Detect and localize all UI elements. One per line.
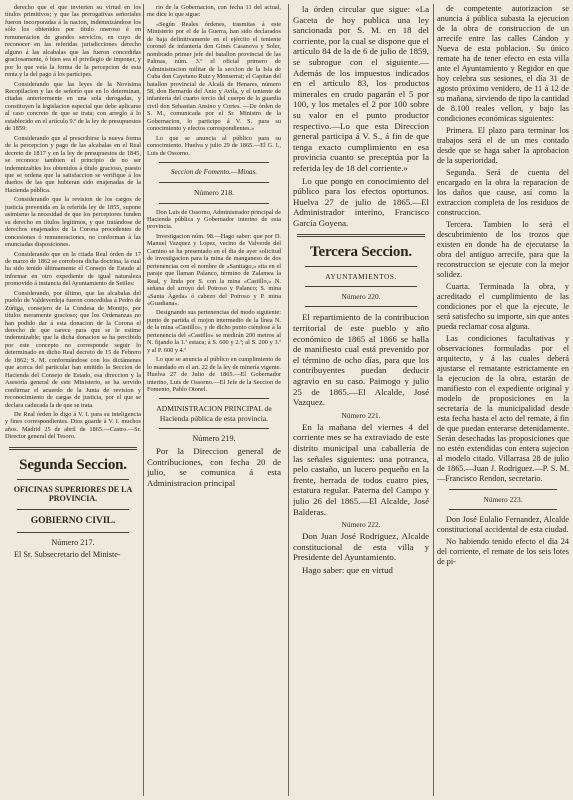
paragraph: «Según Reales órdenes, trasmitas á este Ministerio por el de la Guerra, han sido declarados de baja definitivamente en el ejército el teniente coronel de infantería don Ginés Casanova y Soler, nombrado primer jefe del batallon provincial de las Palmas, núm. 3.º el oficial primero de Administracion militar de la seccion de la Isla de Cuba don Cayetano Ruiz y Monserrat; el Capitan del batallon provincial de Alcalá de Henares, número 58, don Bernardo del Anio y Avila, y el teniente de infantería del cuarto tercio del cuerpo de la guardia civil don Sebastian Ansino y Cortes. —De órden de S. M., comunicada por el Sr. Ministro de la Gobernacion, lo participo á V. S. para su conocimiento y efectos correspondientes.» [147,20,281,133]
paragraph: Lo que se anuncia al público para su conocimiento. Huelva y julio 29 de 1865.—El G. I., Luis de Ossorno. [147,134,281,157]
item-number: Número 221. [341,410,381,420]
paragraph: Don José Eulalio Fernandez, Alcalde constitucional accidental de esta ciudad. [437,515,569,534]
rule [17,532,129,533]
rule [449,509,557,510]
section-title: Tercera Seccion. [310,244,412,261]
rule [159,203,269,204]
paragraph: Primera. El plazo para terminar los trabajos será el de un mes contado desde que se haga saber la aprobacion de la superioridad. [437,126,569,165]
column-divider [288,4,289,796]
subsection-heading: Seccion de Fomento.—Minas. [170,168,258,177]
paragraph: Segunda. Será de cuenta del encargado en la obra la reparacion de los daños que cause, así como la extraccion completa de los residuos de construccion. [437,168,569,217]
gov-heading: GOBIERNO CIVIL. [30,515,116,526]
rule [305,306,417,307]
paragraph: Lo que se anuncia al público en cumplimiento de lo mandado en el art. 22 de la ley de minería vigente. Huelva 27 de Julio de 1865.—El Gobernador interino, Luis de Ossorno.—El Jefe de la Seccion de Fomento, Pablo Otonel. [147,356,281,393]
paragraph: Considerando que al prescribirse la nueva forma de la percepcion y pago de las alcabalas en el Real decreto de 1817 y en la ley de presupuestos de 1845, se reconoce tambien el principio de no ser indemnizables los obtenidos á título gracioso, puesto que se ordena que la satisfaccion se verifique á los dueños de las que hubieran sido enajenadas de la Hacienda pública. [5,134,141,194]
section-title: Segunda Seccion. [19,456,127,473]
item-number: Número 222. [341,520,381,530]
paragraph: Cuarta. Terminada la obra, y acreditado el cumplimiento de las condiciones por el que la ejecute, le será satisfecho su importe, sin que antes pueda reclamar cosa alguna. [437,282,569,331]
paragraph: Considerando que las leyes de la Novísima Recopilacion y las de señorío que en lo determinan, citadas anteriormente en una sola derogadas, y constituyen la legislacion especial que debe aplicarse al caso concreto de que se trata; con arreglo á lo establecido en el artículo 9.º de la ley de presupuestos de 1859: [5,80,141,133]
paragraph: Designando sus pertenencias del modo siguiente: punto de partida el mojon intermedio de la línea N. de la mina «Castillo», y de dicho punto ciéndose á la pertenencia del «Castillo» se medirán 200 metros al N. fijando la 1.ª estaca; á S. 600 y 2.ª; al S. 200 y 3.ª y al P. 600 y 4.ª [147,309,281,354]
item-number: Número 218. [193,188,235,198]
paragraph: Lo que pongo en conocimiento del público para los efectos oportunos. Huelva 27 de julio de 1865.—El Administrador interino, Francisco García Goyena. [293,175,429,228]
column-4 [437,4,569,798]
column-3 [293,4,429,798]
paragraph: Don Juan José Rodriguez, Alcalde constitucional de esta villa y Presidente del Ayuntamiento. [293,531,429,563]
rule [17,509,129,510]
column-1 [5,4,141,798]
rule [449,489,557,490]
paragraph: No habiendo tenido efecto el dia 24 del corriente, el remate de los seis lotes de pi- [437,537,569,566]
paragraph: De Real órden lo digo á V. I. para su inteligencia y fines correspondientes. Dios guarde á V. I. muchos años. Madrid 25 de abril de 1865.—Castro.—Sr. Director general del Tesoro. [5,411,141,441]
section-divider [297,234,425,237]
column-divider [143,4,144,796]
paragraph: rio de la Gobernacion, con fecha 11 del actual, me dice lo que sigue: [147,4,281,19]
paragraph: derecho que el que invierten su virtud en los títulos primitivos; y que las prerogativas señoriales fueron incorporadas á la nacion, indemnizándose los sólo los obtenidos por título oneroso é en remuneracion de grandes servicios, en cuyo de reconocer en las referidas jurisdicciones derecho alguno á las alcabalas que las fueron concedidas graciosamente, ó bien sea el privilegio de imponer, y por lo que veía la forma de la percepcion de esta renta y la del pago á los partícipes. [5,4,141,79]
ayuntamientos-heading: AYUNTAMIENTOS. [325,272,397,282]
section-divider [9,447,137,450]
paragraph: El repartimiento de la contribucion territorial de este pueblo y año económico de 1865 al 1866 se halla de manifiesto cual está prevenido por el término de ocho días, para que los contribuyentes puedan deducir agravio en su caso. Paimogo y julio 25 de 1865.—El Alcalde, José Vazquez. [293,312,429,408]
rule [159,428,269,429]
rule [159,182,269,183]
paragraph: Considerando que en la citada Real órden de 17 de marzo de 1862 se corrobora dicha doctrina, la cual ha sido tenido últimamente el Consejo de Estado al informar en otro expediente de igual naturaleza promovido á instancia del Ayuntamiento de Setiles: [5,250,141,288]
office-heading: OFICINAS SUPERIORES DE LA PROVINCIA. [13,484,133,504]
column-divider [433,4,434,796]
rule [17,479,129,480]
paragraph: Hago saber: que en virtud [302,564,393,575]
paragraph: de competente autorizacion se anuncia á pública subasta la ejecucion de la obra de construccion de un arrecife entre las calles Cándon y Nueva de esta poblacion. Su único remate ha de tener efecto en esta villa ante el Ayuntamiento y Regidor en que hoy celebra sus sesiones, el día 31 de agosto próximo venidero, de 11 á 12 de su mañana, sirviendo de tipo la cantidad de 8.100 reales vellon, y bajo las condiciones económicas siguientes: [437,4,569,123]
rule [159,162,269,163]
rule [305,286,417,287]
paragraph: la órden circular que sigue: «La Gaceta de hoy publica una ley sancionada por S. M. en 18 del corriente, por la cual se dispone que el artículo 84 de la de 6 de julio de 1859, se subrogue con el siguiente.—Además de los impuestos indicados en el artículo 83, los productos minerales en crudo pagarán el 5 por 100, y los metales el 2 por 100 sobre su valor en el punto productor respectivo.—Lo que esta Direccion general participa á V. S., á fin de que tenga exacto cumplimiento en esa provincia cuanto se preceptúa por la referida ley de 18 del corriente.» [293,4,429,173]
item-number: Número 219. [192,434,236,444]
paragraph: En la mañana del viernes 4 del corriente mes se ha extraviado de este distrito municipal una caballería de las señales siguientes: una potranca, pelo castaño, un lucero pequeño en la frente, herrada de todos cuatro pies, estatura regular. Paterna del Campo y julio 26 del 1865.—El Alcalde, José Balderas. [293,421,429,517]
paragraph: Considerando, por último, que las alcabalas del pueblo de Valdeverdeja fueron concedidas á Pedro de Zúñiga, consejero de la Condesa de Montijo, por títulos meramente gracioso; que los Ordenanzas no han podido dar á esta donacion de la Corona el derecho de que carece para que se le estime indemnizable; que la dicha donacion se ha percibido por este concepto no corresponde seguir lo determinado en dicho Real decreto de 15 de Febrero de 1862; S. M. conformándose con los dictámenes que acerca del particular han emitido la Seccion de Hacienda del Consejo de Estado, esa direccion y la Asesoría general de este Ministerio, se ha servido confirmar el acuerdo de la Junta de revision y reconocimiento de cargas de justicia, por el que se declara caducada la de que se trata. [5,289,141,409]
item-number: Número 217. [51,537,95,547]
item-number: Número 223. [483,495,523,504]
paragraph: Por la Direccion general de Contribuciones, con fecha 20 de julio, se comunica á esta Administracion principal [147,446,281,489]
paragraph: El Sr. Subsecretario del Ministe- [14,549,121,559]
paragraph: Las condiciones facultativas y observaciones formuladas por el arquitecto, y á las cuales deberá ajustarse el rematante estrictamente en la ejecucion de la obra, estarán de manifiesto con el expediente original y modelo de proposiciones en la secretaría de la municipalidad desde esta fecha hasta el acto del remate, á fin de que puedan enterarse detenidamente. Serán desechadas las proposiciones que no estén extendidas con entera sujecion al modelo citado. Villarrasa 28 de julio de 1865.—Juan J. Rodriguez.—P. S. M.—Francisco Rendon, secretario. [437,334,569,483]
paragraph: Considerando que la revision de los cargos de justicia prevenida en la referida ley de 1855, supone asimismo la necesidad de que los perceptores funden su derecho en títulos legítimos, y que tratándose de derechos enajenados de la Corona procedentes de concesiones ó remuneraciones, no conforman á las enunciadas disposiciones. [5,196,141,249]
item-number: Número 220. [341,292,381,302]
paragraph: Investigacion núm. 98.—Hago saber: que por D. Manuel Vazquez y Lopez, vecino de Valverde del Camino se ha presentado en el dia de ayer solicitud de investigacion para la mina de manganeso de dos pertenencias con el nombre de «Santiago,» sita en el paraje que llaman Palanco, término de Zalamea la Real, y linda por S. con la mina «Castillo,» N. señana del arroyo del Potroso y Palanco; S. mina «Santa Ágeda» ó cabezo del Potroso y P. mina «Guadiana». [147,232,281,307]
admin-heading: ADMINISTRACION PRINCIPAL de Hacienda pública de esta provincia. [156,404,272,423]
rule [159,398,269,399]
column-2 [147,4,281,798]
paragraph: Tercera. Tambien lo será el descubrimiento de los trozos que existen en donde ha de ejecutarse la obra del antiguo arrecife, para que la reconstruccion se ejecute con la mejor solidez. [437,220,569,279]
rule [305,266,417,267]
paragraph: Don Luis de Ossorno, Administrador principal de Hacienda pública y Gobernador interino de esta provincia. [147,208,281,231]
